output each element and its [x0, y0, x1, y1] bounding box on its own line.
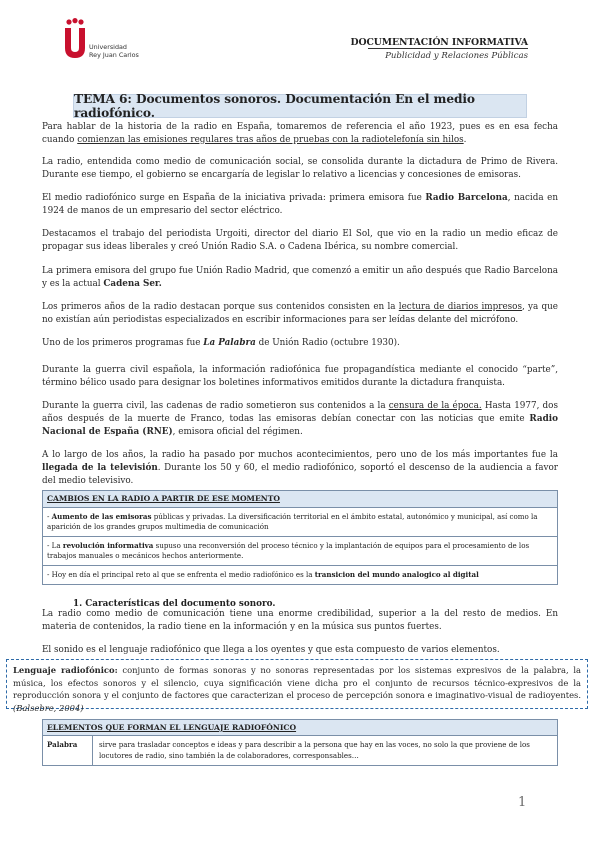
p9-middle: Hasta 1977, dos años después de la muerte de Franco, todas las emisoras debían conectar con las noticias que emite	[42, 401, 558, 424]
p10-end: . Durante los 50 y 60, el medio radiofónico, soportó el descenso de la audiencia a favor del medio televisivo.	[42, 463, 558, 486]
header-title: DOCUMENTACIÓN INFORMATIVA	[350, 37, 528, 48]
p9-end: , emisora oficial del régimen.	[172, 427, 303, 437]
definition-text: conjunto de formas sonoras y no sonoras representadas por los sistemas expresivos de la palabra, la música, los efectos sonoros y el silencio, cuya significación viene dicha pro el conjunto de recursos técnico-expresivos de la reproducción sonora y el conjunto de factores que caracterizan el proceso de percepción sonora e imaginativo-visual de radioyentes.	[13, 665, 581, 700]
p6-end: , ya que no existían aún periodistas especializados en escribir informaciones para ser leídas delante del micrófono.	[42, 302, 558, 325]
table-row	[43, 566, 557, 584]
university-logo	[62, 18, 152, 68]
paragraph-5	[42, 265, 558, 291]
header-divider	[368, 48, 528, 49]
table-row	[43, 736, 557, 765]
page-number: 1	[518, 795, 527, 810]
logo-line-2: Rey Juan Carlos	[89, 50, 139, 59]
p9-underlined: censura de la época.	[388, 401, 482, 411]
p7-end: de Unión Radio (octubre 1930).	[255, 338, 400, 348]
p5-bold: Cadena Ser.	[103, 279, 162, 289]
row-bold: Aumento de las emisoras	[51, 512, 152, 521]
row-text: -	[47, 512, 52, 521]
section-paragraph-2: El sonido es el lenguaje radiofónico que llega a los oyentes y que esta compuesto de varios elementos.	[42, 645, 500, 655]
paragraph-8: Durante la guerra civil española, la información radiofónica fue propagandística mediante el conocido “parte”, término bélico usado para designar los boletines informativos emitidos durante la dictadura franquista.	[42, 365, 558, 388]
row-text: supuso una reconversión del proceso técnico y la implantación de equipos para el procesamiento de los trabajos manuales o mecánicos hechos anteriormente.	[47, 541, 530, 560]
paragraph-2: La radio, entendida como medio de comunicación social, se consolida durante la dictadura de Primo de Rivera. Durante ese tiempo, el gobierno se encargaría de legislar lo relativo a licencias y concesiones de emisoras.	[42, 157, 558, 180]
p3-text: El medio radiofónico surge en España de la iniciativa privada: primera emisora fue	[42, 193, 426, 203]
row-bold: revolución informativa	[62, 541, 154, 550]
paragraph-7	[42, 337, 558, 350]
paragraph-6	[42, 301, 558, 327]
definition-box	[6, 659, 588, 713]
paragraph-1	[42, 121, 558, 147]
elements-table-header: ELEMENTOS QUE FORMAN EL LENGUAJE RADIOFÓNICO	[43, 720, 557, 736]
urjc-emblem-icon	[62, 18, 88, 62]
row-label: Palabra	[43, 736, 93, 765]
p3-end: , nacida en 1924 de manos de un empresario del sector eléctrico.	[42, 193, 558, 216]
p1-text: Para hablar de la historia de la radio en España, tomaremos de referencia el año 1923, pues es en esa fecha cuando	[42, 122, 558, 145]
row-text: públicas y privadas. La diversificación territorial en el ámbito estatal, autonómico y municipal, así como la aparición de los grandes grupos multimedia de comunicación	[47, 512, 538, 531]
definition-term: Lenguaje radiofónico:	[13, 665, 118, 675]
p10-text: A lo largo de los años, la radio ha pasado por muchos acontecimientos, pero uno de los más importantes fue la	[42, 450, 558, 460]
table-row	[43, 508, 557, 537]
paragraph-10	[42, 449, 558, 488]
definition-citation: (Balsebre, 2004)	[13, 702, 84, 713]
logo-line-1: Universidad	[89, 43, 127, 51]
row-bold: transicion del mundo analogico al digital	[314, 570, 479, 579]
p9-text: Durante la guerra civil, las cadenas de radio sometieron sus contenidos a la	[42, 401, 389, 411]
changes-table	[42, 490, 558, 585]
row-description: sirve para trasladar conceptos e ideas y para describir a la persona que hay en las voces, no solo la que proviene de los locutores de radio, sino también la de colaboradores, corresponsables…	[99, 740, 530, 760]
p7-program: La Palabra	[203, 338, 256, 348]
paragraph-9	[42, 400, 558, 439]
elements-table	[42, 719, 558, 766]
paragraph-3	[42, 192, 558, 218]
paragraph-4: Destacamos el trabajo del periodista Urgoiti, director del diario El Sol, que vio en la radio un medio eficaz de propagar sus ideas liberales y creó Unión Radio S.A. o Cadena Ibérica, su nombre comercial.	[42, 229, 558, 252]
changes-table-header: CAMBIOS EN LA RADIO A PARTIR DE ESE MOMENTO	[43, 491, 557, 508]
row-text: - La	[47, 541, 63, 550]
table-row	[43, 537, 557, 566]
section-heading: 1. Características del documento sonoro.	[73, 599, 276, 609]
doc-title: TEMA 6: Documentos sonoros. Documentación En el medio radiofónico.	[74, 92, 475, 120]
header-subtitle: Publicidad y Relaciones Públicas	[385, 51, 528, 61]
p9-bold: Radio Nacional de España (RNE)	[42, 414, 558, 437]
p5-text: La primera emisora del grupo fue Unión Radio Madrid, que comenzó a emitir un año después que Radio Barcelona y es la actual	[42, 266, 558, 289]
p7-text: Uno de los primeros programas fue	[42, 338, 204, 348]
p1-underlined: comienzan las emisiones regulares tras años de pruebas con la radiotelefonía sin hilos	[77, 135, 464, 145]
p6-text: Los primeros años de la radio destacan porque sus contenidos consisten en la	[42, 302, 399, 312]
p1-end: .	[463, 135, 467, 145]
section-paragraph-1: La radio como medio de comunicación tiene una enorme credibilidad, superior a la del resto de medios. En materia de contenidos, la radio tiene en la información y en la música sus puntos fuertes.	[42, 609, 558, 632]
p6-underlined: lectura de diarios impresos	[398, 302, 522, 312]
p3-bold: Radio Barcelona	[425, 193, 508, 203]
p10-bold: llegada de la televisión	[42, 463, 158, 473]
doc-title-bar	[73, 94, 527, 118]
row-text: - Hoy en día el principal reto al que se enfrenta el medio radiofónico es la	[47, 570, 315, 579]
